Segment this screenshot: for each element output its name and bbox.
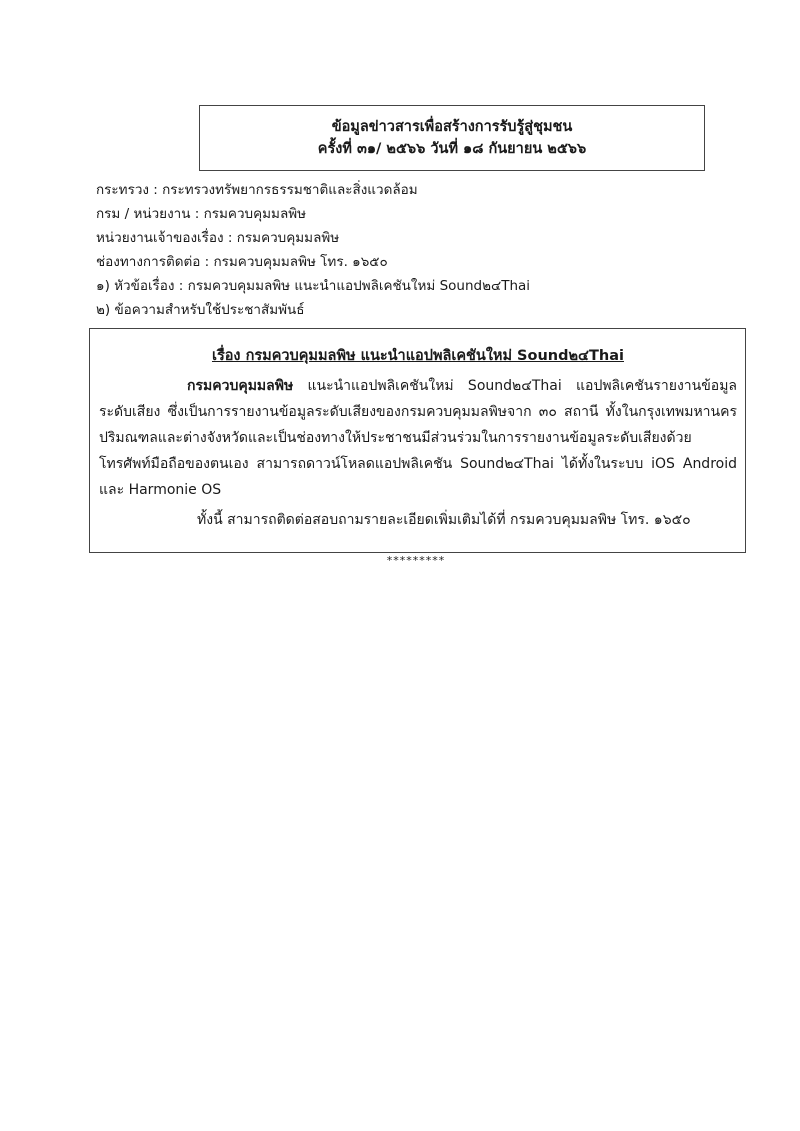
content-lead: กรมควบคุมมลพิษ bbox=[187, 378, 294, 394]
meta-topic: ๑) หัวข้อเรื่อง : กรมควบคุมมลพิษ แนะนำแอปพลิเคชันใหม่ Sound๒๔Thai bbox=[96, 278, 531, 294]
header-issue-date: ครั้งที่ ๓๑/ ๒๕๖๖ วันที่ ๑๘ กันยายน ๒๕๖๖ bbox=[317, 141, 587, 157]
content-footer: ทั้งนี้ สามารถติดต่อสอบถามรายละเอียดเพิ่มเติมได้ที่ กรมควบคุมมลพิษ โทร. ๑๖๕๐ bbox=[197, 512, 691, 528]
meta-owner-unit: หน่วยงานเจ้าของเรื่อง : กรมควบคุมมลพิษ bbox=[96, 230, 340, 246]
end-marker: ********* bbox=[386, 554, 446, 567]
document-header-box bbox=[199, 105, 705, 171]
press-content-box bbox=[89, 328, 746, 553]
content-body-text: แนะนำแอปพลิเคชันใหม่ Sound๒๔Thai แอปพลิเคชันรายงานข้อมูลระดับเสียง ซึ่งเป็นการรายงานข้อมูลระดับเสียงของกรมควบคุมมลพิษจาก ๓๐ สถานี ทั้งในกรุงเทพมหานครปริมณฑลและต่างจังหวัดและเป็นช่องทางให้ประชาชนมีส่วนร่วมในการรายงานข้อมูลระดับเสียงด้วยโทรศัพท์มือถือของตนเอง สามารถดาวน์โหลดแอปพลิเคชัน Sound๒๔Thai ได้ทั้งในระบบ iOS Android และ Harmonie OS bbox=[99, 378, 737, 498]
content-title: เรื่อง กรมควบคุมมลพิษ แนะนำแอปพลิเคชันใหม่ Sound๒๔Thai bbox=[211, 348, 624, 364]
header-title: ข้อมูลข่าวสารเพื่อสร้างการรับรู้สู่ชุมชน bbox=[331, 119, 573, 135]
document-meta bbox=[96, 178, 736, 322]
meta-pr-message: ๒) ข้อความสำหรับใช้ประชาสัมพันธ์ bbox=[96, 302, 305, 318]
meta-ministry: กระทรวง : กระทรวงทรัพยากรธรรมชาติและสิ่งแวดล้อม bbox=[96, 182, 418, 198]
content-body bbox=[99, 373, 737, 503]
meta-contact: ช่องทางการติดต่อ : กรมควบคุมมลพิษ โทร. ๑๖๕๐ bbox=[96, 254, 388, 270]
meta-department: กรม / หน่วยงาน : กรมควบคุมมลพิษ bbox=[96, 206, 307, 222]
